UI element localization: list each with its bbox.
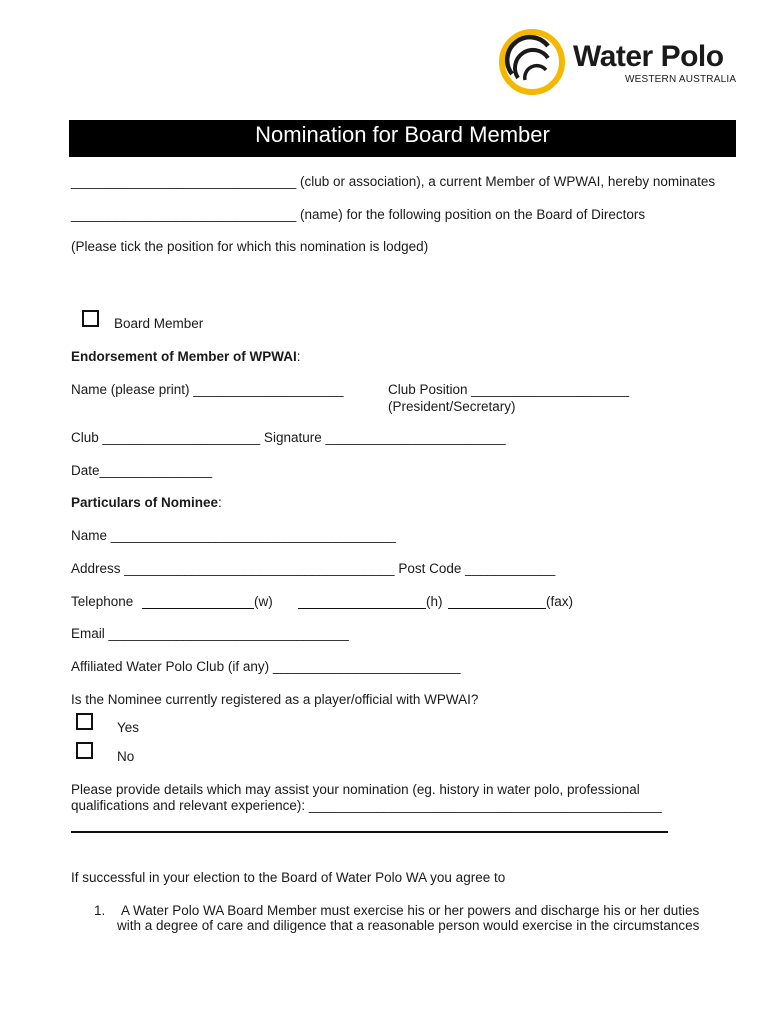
ball-swirl-icon: [498, 28, 566, 96]
telephone-label: Telephone: [71, 594, 134, 609]
particulars-heading: [71, 495, 222, 510]
affiliated-club-field[interactable]: Affiliated Water Polo Club (if any) _________________________: [71, 659, 461, 674]
water-polo-wa-logo: [498, 26, 743, 98]
details-answer-line[interactable]: [71, 831, 668, 833]
endorsement-date-field[interactable]: Date_______________: [71, 463, 213, 478]
endorsement-heading: [71, 349, 301, 364]
registered-no-label: No: [117, 749, 135, 764]
fax-line[interactable]: [448, 608, 546, 609]
logo-title: Water Polo: [573, 40, 724, 73]
endorser-name-field[interactable]: Name (please print) ____________________: [71, 382, 344, 397]
registered-question: Is the Nominee currently registered as a player/official with WPWAI?: [71, 692, 479, 707]
logo-subtitle: WESTERN AUSTRALIA: [625, 74, 737, 85]
agreement-item-line1: A Water Polo WA Board Member must exercise his or her powers and discharge his or her duties: [121, 903, 700, 918]
form-title-banner: [69, 120, 736, 157]
nomination-line-club[interactable]: ______________________________ (club or association), a current Member of WPWAI, hereby nominates: [71, 174, 716, 189]
agreement-intro: If successful in your election to the Board of Water Polo WA you agree to: [71, 870, 506, 885]
telephone-home-line[interactable]: [298, 608, 426, 609]
endorsement-heading-colon: :: [296, 349, 301, 364]
board-member-checkbox[interactable]: [82, 310, 99, 327]
registered-yes-checkbox[interactable]: [76, 713, 93, 730]
registered-no-checkbox[interactable]: [76, 742, 93, 759]
club-position-field[interactable]: Club Position _____________________: [388, 382, 629, 397]
agreement-item-line2: with a degree of care and diligence that a reasonable person would exercise in the circumstances: [117, 918, 700, 933]
nominee-address-field[interactable]: Address ____________________________________ Post Code ____________: [71, 561, 556, 576]
club-position-note: (President/Secretary): [388, 399, 516, 414]
agreement-item-number: 1.: [94, 903, 106, 918]
fax-label: (fax): [546, 594, 573, 609]
instruction-text: (Please tick the position for which this nomination is lodged): [71, 239, 429, 254]
telephone-home-label: (h): [426, 594, 443, 609]
nominee-name-field[interactable]: Name ______________________________________: [71, 528, 397, 543]
telephone-work-line[interactable]: [142, 608, 254, 609]
endorsement-heading-text: Endorsement of Member of WPWAI: [71, 349, 297, 364]
particulars-heading-colon: :: [218, 495, 222, 510]
form-title: Nomination for Board Member: [255, 122, 550, 147]
nomination-line-name[interactable]: ______________________________ (name) for the following position on the Board of Directors: [71, 207, 646, 222]
details-prompt-line2[interactable]: qualifications and relevant experience): _______________________________________________: [71, 798, 662, 813]
particulars-heading-text: Particulars of Nominee: [71, 495, 219, 510]
registered-yes-label: Yes: [117, 720, 140, 735]
details-prompt-line1: Please provide details which may assist your nomination (eg. history in water polo, professional: [71, 782, 640, 797]
nominee-email-field[interactable]: Email ________________________________: [71, 626, 349, 641]
board-member-label: Board Member: [114, 316, 204, 331]
telephone-work-label: (w): [254, 594, 273, 609]
club-signature-field[interactable]: Club _____________________ Signature ________________________: [71, 430, 506, 445]
